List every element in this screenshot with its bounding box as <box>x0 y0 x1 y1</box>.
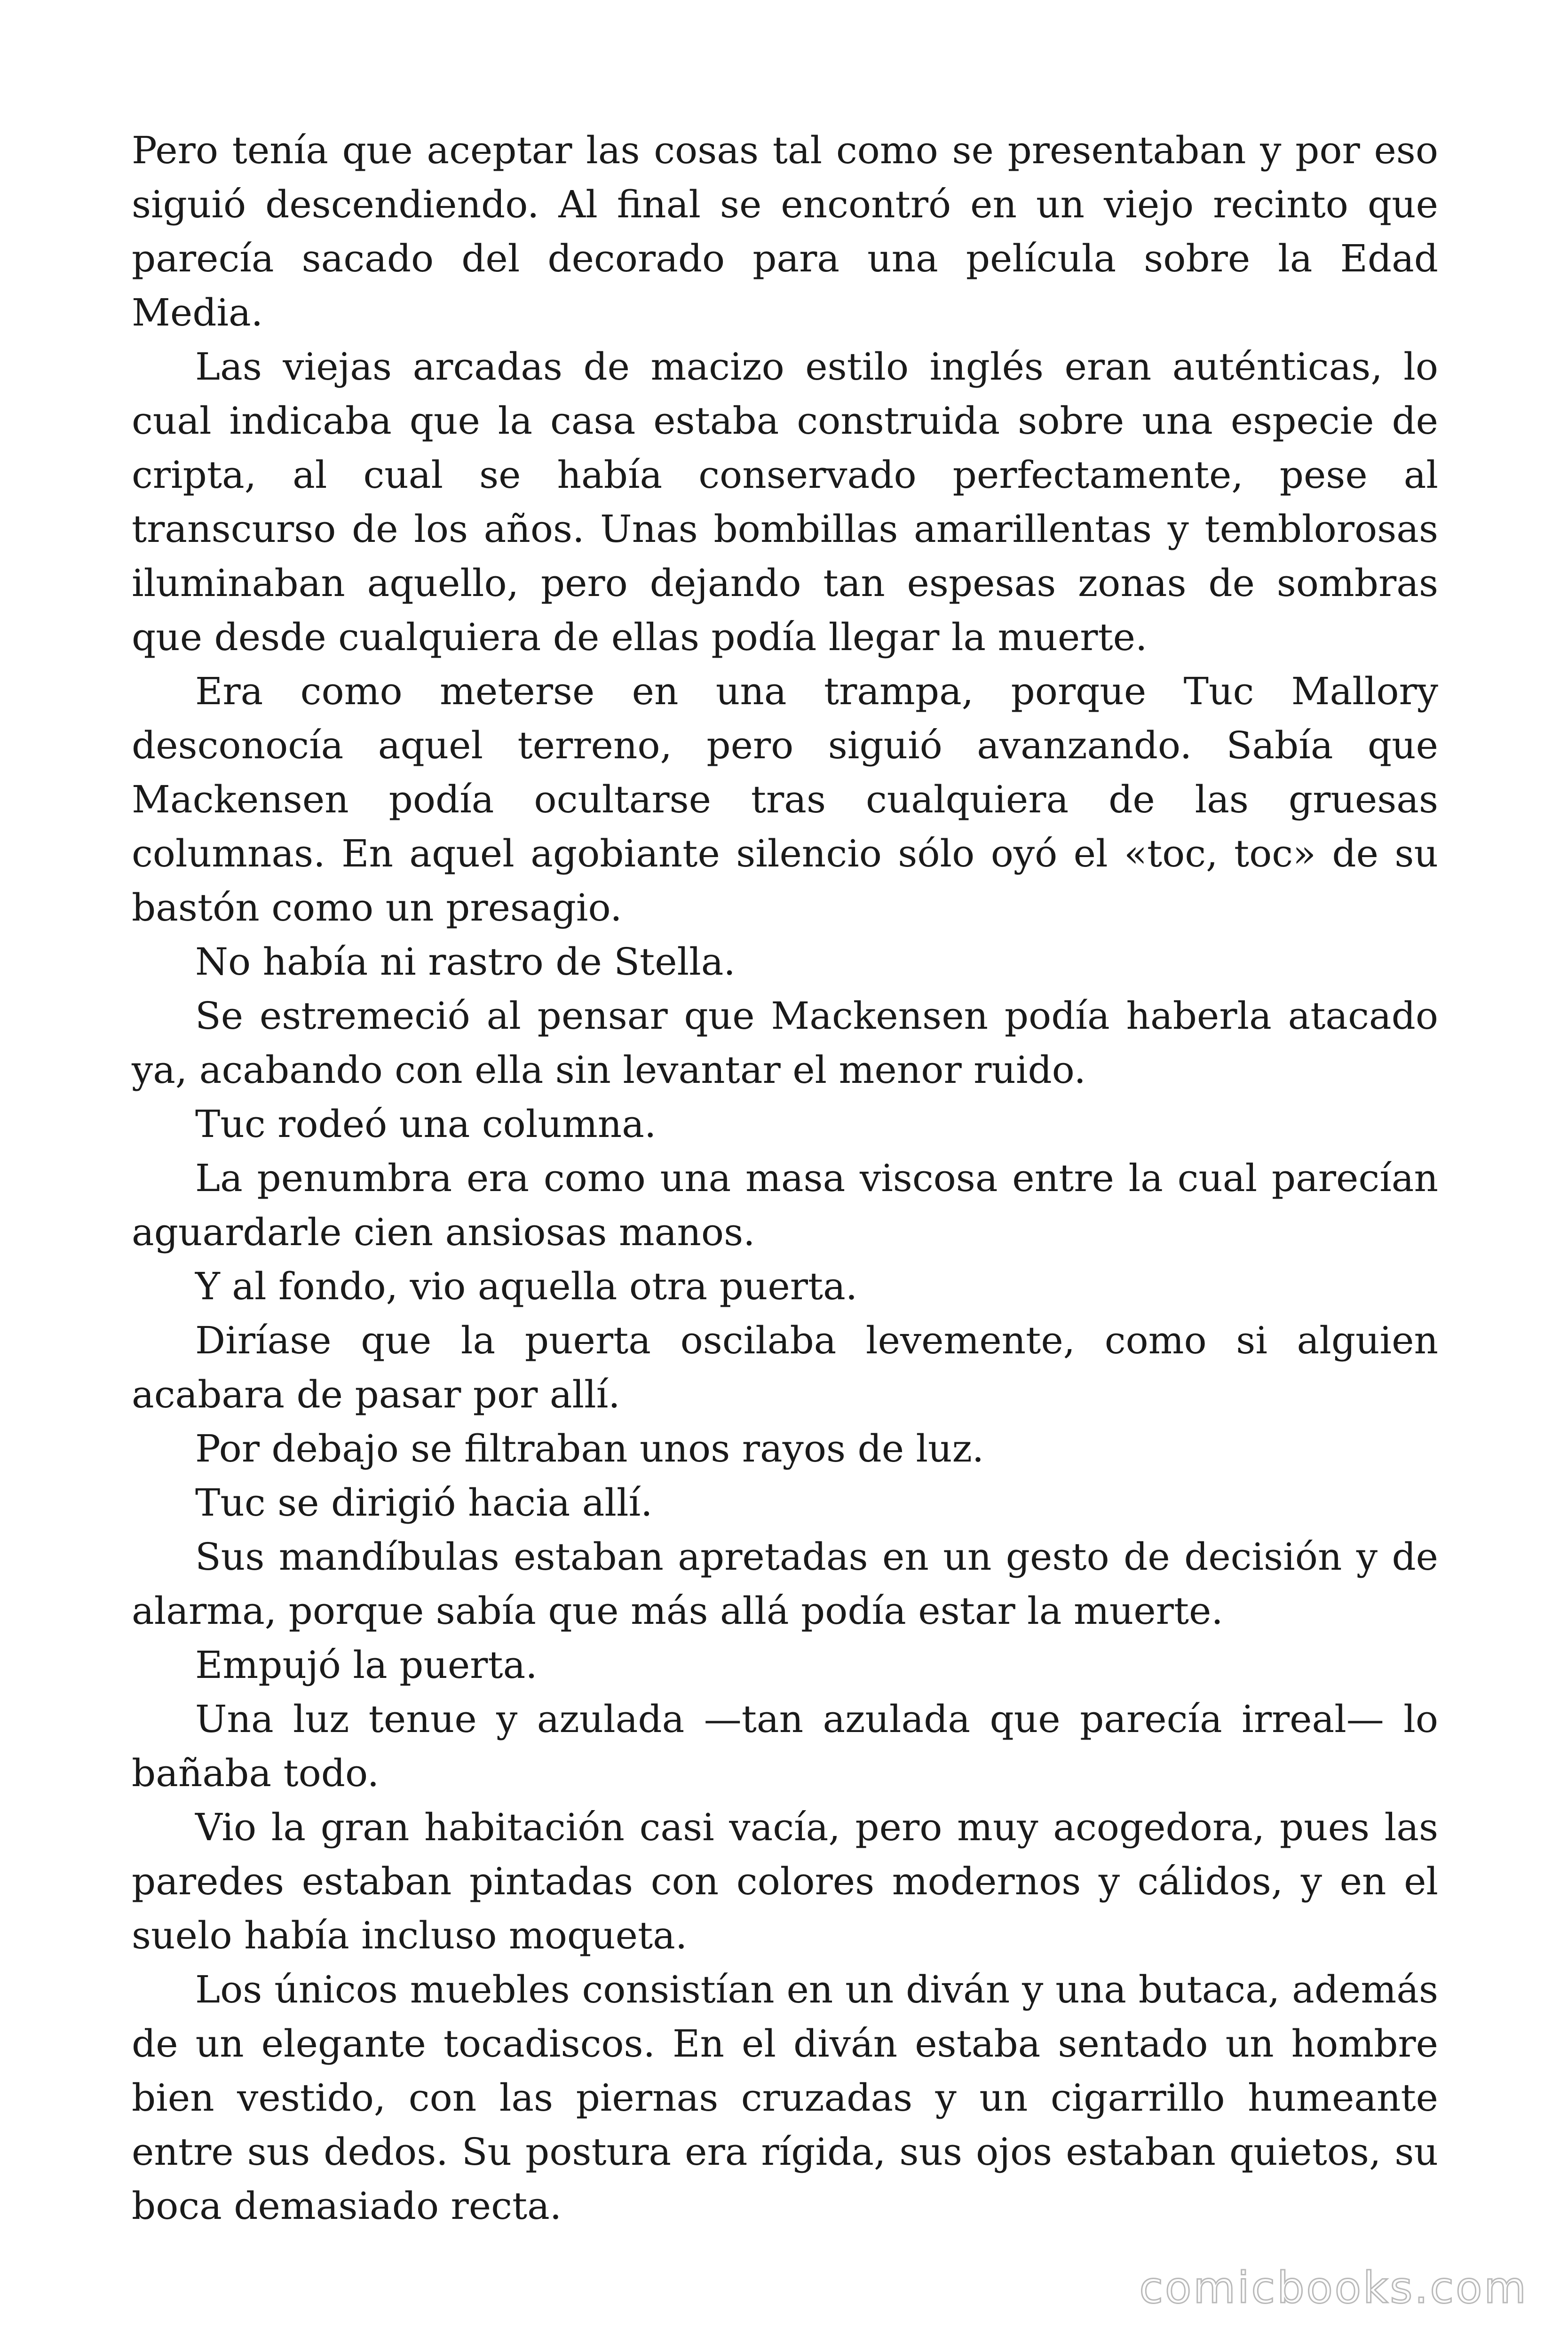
paragraph-11: Tuc se dirigió hacia allí. <box>195 1481 653 1525</box>
paragraph-7: La penumbra era como una masa viscosa entre la cual parecían aguardarle cien ansiosas manos. <box>132 1156 1438 1254</box>
paragraph-16: Los únicos muebles consistían en un diván y una butaca, además de un elegante tocadiscos. En el diván estaba sentado un hombre bien vestido, con las piernas cruzadas y un cigarrillo humeante entre sus dedos. Su postura era rígida, sus ojos estaban quietos, su boca demasiado recta. <box>132 1968 1438 2228</box>
paragraph-14: Una luz tenue y azulada —tan azulada que parecía irreal— lo bañaba todo. <box>132 1697 1438 1795</box>
watermark: comicbooks.com <box>1139 2263 1528 2313</box>
paragraph-4: No había ni rastro de Stella. <box>195 940 736 984</box>
paragraph-13: Empujó la puerta. <box>195 1643 538 1687</box>
paragraph-3: Era como meterse en una trampa, porque Tuc Mallory desconocía aquel terreno, pero siguió avanzando. Sabía que Mackensen podía ocultarse tras cualquiera de las gruesas columnas. En aquel agobiante silencio sólo oyó el «toc, toc» de su bastón como un presagio. <box>132 669 1438 930</box>
paragraph-8: Y al fondo, vio aquella otra puerta. <box>195 1264 858 1308</box>
paragraph-2: Las viejas arcadas de macizo estilo inglés eran auténticas, lo cual indicaba que la casa estaba construida sobre una especie de cripta, al cual se había conservado perfectamente, pese al transcurso de los años. Unas bombillas amarillentas y temblorosas iluminaban aquello, pero dejando tan espesas zonas de sombras que desde cualquiera de ellas podía llegar la muerte. <box>132 345 1438 659</box>
paragraph-9: Diríase que la puerta oscilaba levemente, como si alguien acabara de pasar por allí. <box>132 1319 1438 1416</box>
paragraph-10: Por debajo se filtraban unos rayos de luz. <box>195 1427 984 1470</box>
paragraph-12: Sus mandíbulas estaban apretadas en un gesto de decisión y de alarma, porque sabía que más allá podía estar la muerte. <box>132 1535 1438 1633</box>
paragraph-5: Se estremeció al pensar que Mackensen podía haberla atacado ya, acabando con ella sin levantar el menor ruido. <box>132 994 1438 1092</box>
page-body <box>132 123 1438 2233</box>
paragraph-15: Vio la gran habitación casi vacía, pero muy acogedora, pues las paredes estaban pintadas con colores modernos y cálidos, y en el suelo había incluso moqueta. <box>132 1805 1438 1957</box>
paragraph-1: Pero tenía que aceptar las cosas tal como se presentaban y por eso siguió descendiendo. Al final se encontró en un viejo recinto que parecía sacado del decorado para una película sobre la Edad Media. <box>132 128 1438 334</box>
paragraph-6: Tuc rodeó una columna. <box>195 1102 657 1146</box>
